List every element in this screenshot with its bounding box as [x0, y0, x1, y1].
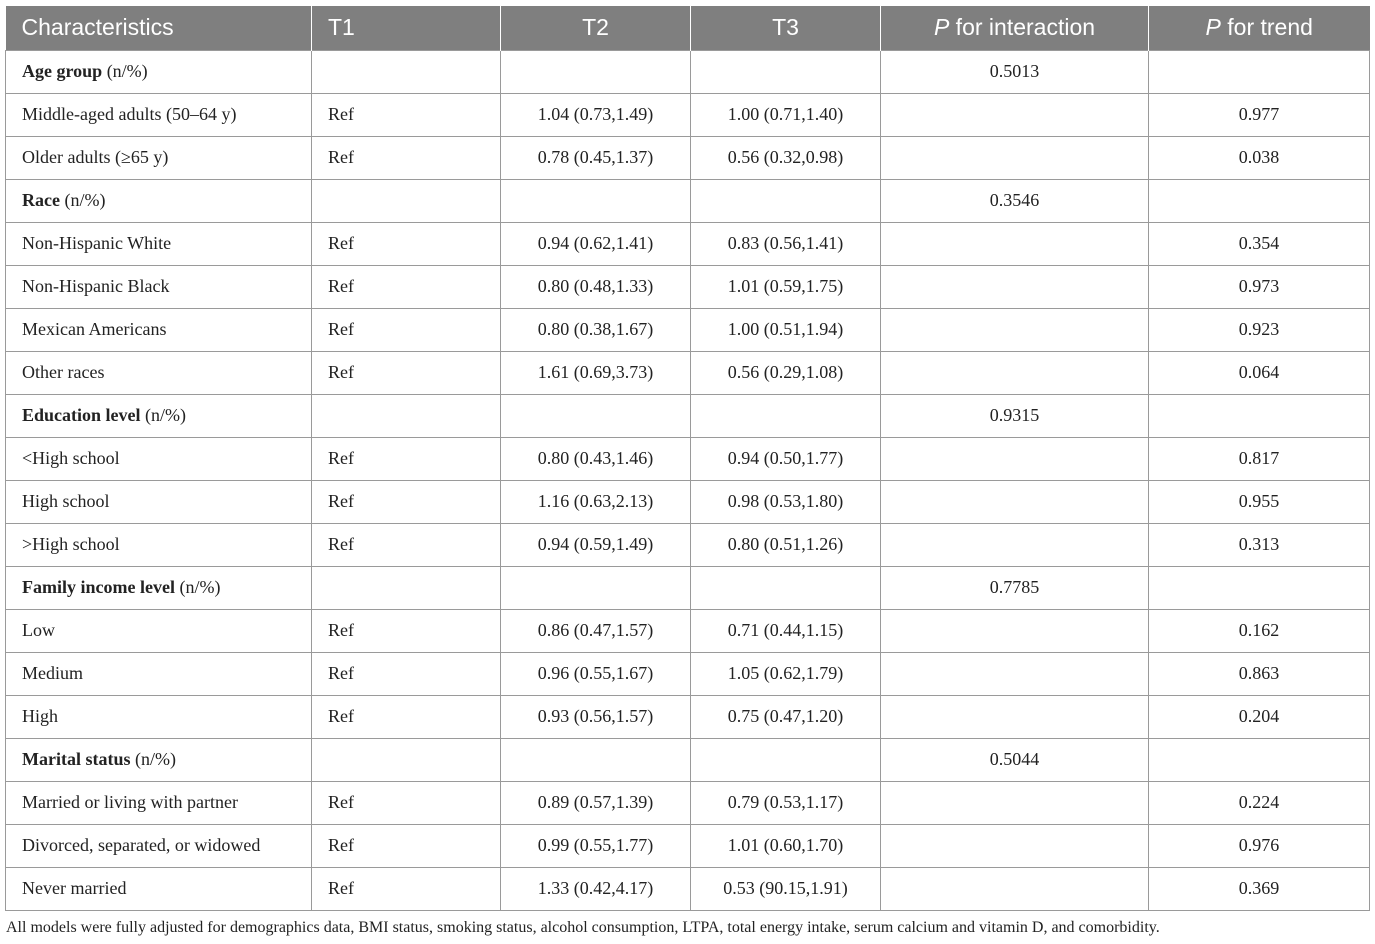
t3-cell: 1.01 (0.59,1.75)	[691, 265, 881, 308]
p-trend-cell: 0.973	[1149, 265, 1370, 308]
t2-cell: 0.94 (0.59,1.49)	[501, 523, 691, 566]
row-label-cell: Married or living with partner	[6, 781, 312, 824]
t3-cell: 1.00 (0.51,1.94)	[691, 308, 881, 351]
table-row	[6, 480, 1370, 523]
header-p-interaction-text: for interaction	[949, 14, 1096, 41]
section-label-unit: (n/%)	[140, 405, 186, 425]
row-label-cell: Older adults (≥65 y)	[6, 136, 312, 179]
row-label-cell: Non-Hispanic Black	[6, 265, 312, 308]
t1-cell: Ref	[312, 437, 501, 480]
t2-cell: 1.04 (0.73,1.49)	[501, 93, 691, 136]
table-row	[6, 609, 1370, 652]
t2-cell	[501, 50, 691, 93]
header-p-trend-text: for trend	[1220, 14, 1313, 41]
t1-cell	[312, 179, 501, 222]
section-label-bold: Family income level	[22, 577, 175, 597]
t1-cell: Ref	[312, 652, 501, 695]
p-interaction-cell: 0.9315	[881, 394, 1149, 437]
p-trend-cell	[1149, 566, 1370, 609]
row-label-cell: High	[6, 695, 312, 738]
table-row	[6, 222, 1370, 265]
t1-cell: Ref	[312, 781, 501, 824]
section-label-cell	[6, 566, 312, 609]
p-interaction-cell	[881, 867, 1149, 910]
t3-cell: 0.83 (0.56,1.41)	[691, 222, 881, 265]
p-interaction-cell	[881, 824, 1149, 867]
row-label-cell: Divorced, separated, or widowed	[6, 824, 312, 867]
section-label-bold: Race	[22, 190, 60, 210]
t3-cell: 0.56 (0.29,1.08)	[691, 351, 881, 394]
table-row	[6, 523, 1370, 566]
t3-cell: 1.01 (0.60,1.70)	[691, 824, 881, 867]
t3-cell: 0.75 (0.47,1.20)	[691, 695, 881, 738]
p-trend-cell	[1149, 50, 1370, 93]
t3-cell	[691, 394, 881, 437]
t1-cell: Ref	[312, 351, 501, 394]
row-label-cell: <High school	[6, 437, 312, 480]
p-interaction-cell	[881, 308, 1149, 351]
header-t2: T2	[501, 6, 691, 50]
t3-cell	[691, 566, 881, 609]
t2-cell	[501, 394, 691, 437]
p-trend-cell: 0.977	[1149, 93, 1370, 136]
header-p-interaction-italic: P	[933, 14, 950, 41]
p-interaction-cell	[881, 523, 1149, 566]
p-interaction-cell	[881, 136, 1149, 179]
t2-cell: 1.16 (0.63,2.13)	[501, 480, 691, 523]
section-header-row	[6, 566, 1370, 609]
section-label-bold: Education level	[22, 405, 141, 425]
header-t3: T3	[691, 6, 881, 50]
t2-cell: 0.78 (0.45,1.37)	[501, 136, 691, 179]
p-trend-cell: 0.313	[1149, 523, 1370, 566]
t2-cell: 0.94 (0.62,1.41)	[501, 222, 691, 265]
table-row	[6, 351, 1370, 394]
t1-cell: Ref	[312, 93, 501, 136]
t3-cell: 1.05 (0.62,1.79)	[691, 652, 881, 695]
table-body	[6, 50, 1370, 910]
p-interaction-cell: 0.3546	[881, 179, 1149, 222]
t3-cell	[691, 738, 881, 781]
t2-cell	[501, 566, 691, 609]
row-label-cell: Mexican Americans	[6, 308, 312, 351]
t1-cell: Ref	[312, 695, 501, 738]
table-row	[6, 93, 1370, 136]
t3-cell: 0.98 (0.53,1.80)	[691, 480, 881, 523]
results-table-container	[5, 6, 1369, 911]
p-interaction-cell: 0.5013	[881, 50, 1149, 93]
header-p-trend	[1149, 6, 1370, 50]
section-header-row	[6, 179, 1370, 222]
t3-cell: 0.80 (0.51,1.26)	[691, 523, 881, 566]
p-trend-cell: 0.354	[1149, 222, 1370, 265]
table-row	[6, 437, 1370, 480]
p-trend-cell: 0.038	[1149, 136, 1370, 179]
header-p-trend-italic: P	[1205, 14, 1221, 41]
row-label-cell: High school	[6, 480, 312, 523]
t2-cell: 1.33 (0.42,4.17)	[501, 867, 691, 910]
p-interaction-cell	[881, 93, 1149, 136]
p-trend-cell: 0.817	[1149, 437, 1370, 480]
row-label-cell: Non-Hispanic White	[6, 222, 312, 265]
t1-cell: Ref	[312, 136, 501, 179]
t2-cell	[501, 738, 691, 781]
t1-cell: Ref	[312, 523, 501, 566]
p-interaction-cell	[881, 222, 1149, 265]
t2-cell: 0.99 (0.55,1.77)	[501, 824, 691, 867]
t1-cell	[312, 738, 501, 781]
p-interaction-cell: 0.5044	[881, 738, 1149, 781]
t2-cell: 0.80 (0.43,1.46)	[501, 437, 691, 480]
row-label-cell: Other races	[6, 351, 312, 394]
t2-cell	[501, 179, 691, 222]
table-row	[6, 308, 1370, 351]
t1-cell	[312, 394, 501, 437]
p-trend-cell: 0.064	[1149, 351, 1370, 394]
t1-cell: Ref	[312, 609, 501, 652]
table-row	[6, 824, 1370, 867]
t1-cell	[312, 50, 501, 93]
p-trend-cell: 0.224	[1149, 781, 1370, 824]
section-header-row	[6, 394, 1370, 437]
t2-cell: 0.86 (0.47,1.57)	[501, 609, 691, 652]
section-label-cell	[6, 394, 312, 437]
section-label-bold: Marital status	[22, 749, 131, 769]
p-trend-cell	[1149, 738, 1370, 781]
t3-cell: 0.53 (90.15,1.91)	[691, 867, 881, 910]
row-label-cell: Never married	[6, 867, 312, 910]
t3-cell: 0.56 (0.32,0.98)	[691, 136, 881, 179]
t2-cell: 0.96 (0.55,1.67)	[501, 652, 691, 695]
p-trend-cell: 0.923	[1149, 308, 1370, 351]
t1-cell: Ref	[312, 222, 501, 265]
row-label-cell: >High school	[6, 523, 312, 566]
section-label-bold: Age group	[22, 61, 103, 81]
p-interaction-cell	[881, 437, 1149, 480]
section-label-unit: (n/%)	[102, 61, 148, 81]
t1-cell: Ref	[312, 867, 501, 910]
table-row	[6, 136, 1370, 179]
section-label-cell	[6, 50, 312, 93]
t2-cell: 0.80 (0.48,1.33)	[501, 265, 691, 308]
row-label-cell: Low	[6, 609, 312, 652]
p-trend-cell: 0.162	[1149, 609, 1370, 652]
table-header-row	[6, 6, 1370, 50]
table-footnote: All models were fully adjusted for demographics data, BMI status, smoking status, alcohol consumption, LTPA, total energy intake, serum calcium and vitamin D, and comorbidity.	[6, 919, 1160, 936]
table-row	[6, 265, 1370, 308]
p-trend-cell: 0.863	[1149, 652, 1370, 695]
p-interaction-cell	[881, 781, 1149, 824]
section-header-row	[6, 50, 1370, 93]
p-interaction-cell: 0.7785	[881, 566, 1149, 609]
t1-cell: Ref	[312, 824, 501, 867]
header-p-interaction	[881, 6, 1149, 50]
t3-cell: 1.00 (0.71,1.40)	[691, 93, 881, 136]
t2-cell: 0.89 (0.57,1.39)	[501, 781, 691, 824]
t3-cell	[691, 179, 881, 222]
table-row	[6, 781, 1370, 824]
t1-cell: Ref	[312, 480, 501, 523]
t3-cell: 0.71 (0.44,1.15)	[691, 609, 881, 652]
p-trend-cell	[1149, 179, 1370, 222]
p-trend-cell: 0.369	[1149, 867, 1370, 910]
p-interaction-cell	[881, 265, 1149, 308]
t2-cell: 1.61 (0.69,3.73)	[501, 351, 691, 394]
table-row	[6, 652, 1370, 695]
table-row	[6, 695, 1370, 738]
p-trend-cell: 0.955	[1149, 480, 1370, 523]
p-interaction-cell	[881, 351, 1149, 394]
section-label-cell	[6, 738, 312, 781]
t1-cell	[312, 566, 501, 609]
section-label-cell	[6, 179, 312, 222]
t2-cell: 0.80 (0.38,1.67)	[501, 308, 691, 351]
p-interaction-cell	[881, 652, 1149, 695]
t1-cell: Ref	[312, 265, 501, 308]
p-interaction-cell	[881, 609, 1149, 652]
section-label-unit: (n/%)	[59, 190, 106, 210]
section-label-unit: (n/%)	[130, 749, 176, 769]
t3-cell: 0.94 (0.50,1.77)	[691, 437, 881, 480]
t2-cell: 0.93 (0.56,1.57)	[501, 695, 691, 738]
row-label-cell: Medium	[6, 652, 312, 695]
p-interaction-cell	[881, 480, 1149, 523]
t3-cell	[691, 50, 881, 93]
section-label-unit: (n/%)	[174, 577, 221, 597]
results-table	[5, 6, 1370, 911]
t1-cell: Ref	[312, 308, 501, 351]
header-characteristics: Characteristics	[21, 14, 174, 41]
row-label-cell: Middle-aged adults (50–64 y)	[6, 93, 312, 136]
p-interaction-cell	[881, 695, 1149, 738]
header-t1: T1	[312, 6, 501, 50]
p-trend-cell: 0.204	[1149, 695, 1370, 738]
table-row	[6, 867, 1370, 910]
section-header-row	[6, 738, 1370, 781]
p-trend-cell: 0.976	[1149, 824, 1370, 867]
t3-cell: 0.79 (0.53,1.17)	[691, 781, 881, 824]
p-trend-cell	[1149, 394, 1370, 437]
